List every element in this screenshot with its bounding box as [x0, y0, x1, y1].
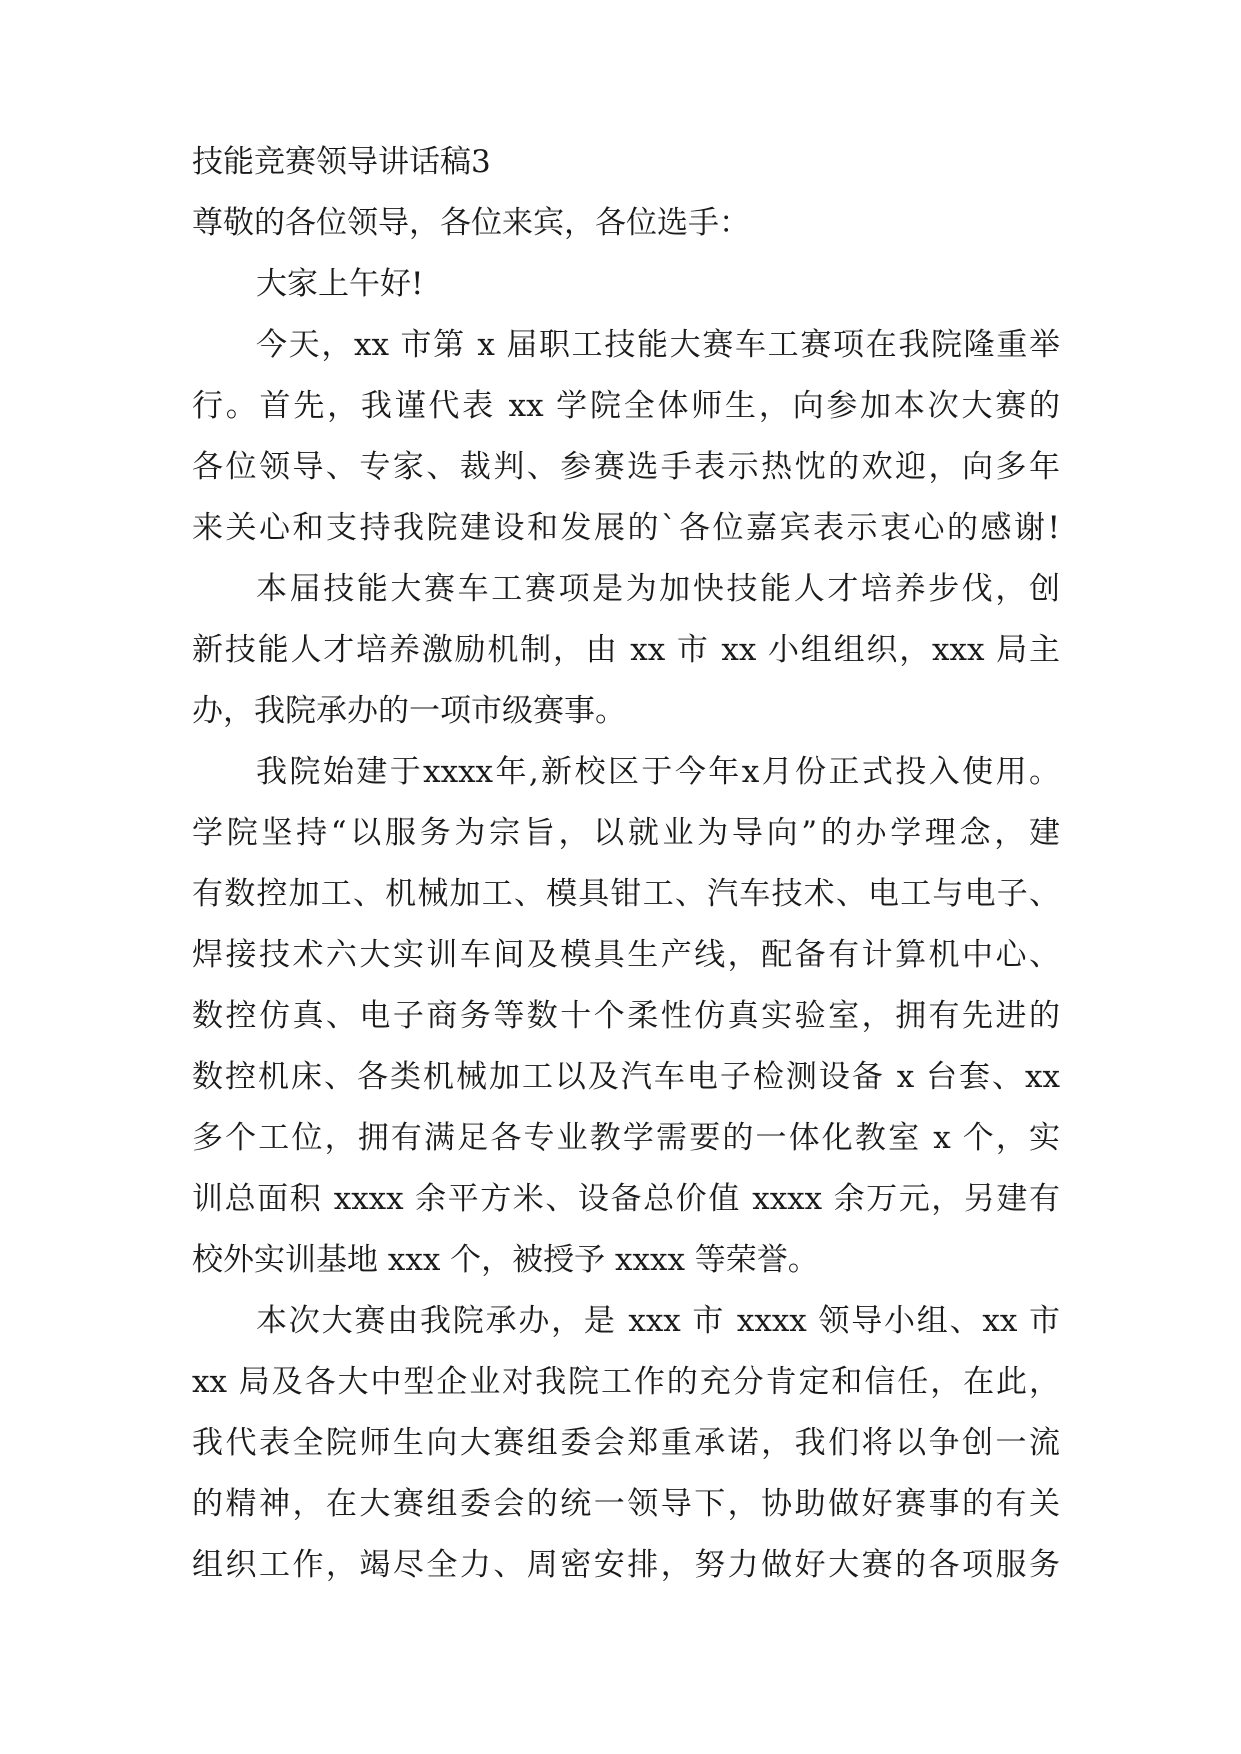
salutation-line: 尊敬的各位领导，各位来宾，各位选手： [192, 205, 750, 241]
paragraph-3-line-4: 焊接技术六大实训车间及模具生产线，配备有计算机中心、 [192, 937, 1060, 973]
paragraph-3-line-7: 多个工位，拥有满足各专业教学需要的一体化教室 x 个，实 [192, 1120, 1060, 1156]
greeting-line: 大家上午好! [256, 266, 424, 302]
paragraph-3-line-6: 数控机床、各类机械加工以及汽车电子检测设备 x 台套、xx [192, 1059, 1060, 1095]
paragraph-2-line-2: 新技能人才培养激励机制，由 xx 市 xx 小组组织，xxx 局主 [192, 632, 1060, 668]
paragraph-4-line-1: 本次大赛由我院承办，是 xxx 市 xxxx 领导小组、xx 市 [256, 1303, 1060, 1339]
paragraph-3-line-1: 我院始建于xxxx年,新校区于今年x月份正式投入使用。 [256, 754, 1060, 790]
paragraph-3-line-2: 学院坚持“以服务为宗旨，以就业为导向”的办学理念，建 [192, 815, 1060, 851]
paragraph-1-line-4: 来关心和支持我院建设和发展的`各位嘉宾表示衷心的感谢! [192, 510, 1060, 546]
paragraph-3-line-9: 校外实训基地 xxx 个，被授予 xxxx 等荣誉。 [192, 1242, 819, 1278]
paragraph-2-line-3: 办，我院承办的一项市级赛事。 [192, 693, 626, 729]
paragraph-4-line-3: 我代表全院师生向大赛组委会郑重承诺，我们将以争创一流 [192, 1425, 1060, 1461]
paragraph-4-line-4: 的精神，在大赛组委会的统一领导下，协助做好赛事的有关 [192, 1486, 1060, 1522]
paragraph-1-line-1: 今天，xx 市第 x 届职工技能大赛车工赛项在我院隆重举 [256, 327, 1060, 363]
paragraph-3-line-3: 有数控加工、机械加工、模具钳工、汽车技术、电工与电子、 [192, 876, 1060, 912]
paragraph-3-line-8: 训总面积 xxxx 余平方米、设备总价值 xxxx 余万元，另建有 [192, 1181, 1060, 1217]
document-title: 技能竞赛领导讲话稿3 [192, 144, 491, 180]
paragraph-2-line-1: 本届技能大赛车工赛项是为加快技能人才培养步伐，创 [256, 571, 1060, 607]
paragraph-4-line-2: xx 局及各大中型企业对我院工作的充分肯定和信任，在此， [192, 1364, 1060, 1400]
paragraph-3-line-5: 数控仿真、电子商务等数十个柔性仿真实验室，拥有先进的 [192, 998, 1060, 1034]
paragraph-1-line-2: 行。首先，我谨代表 xx 学院全体师生，向参加本次大赛的 [192, 388, 1060, 424]
paragraph-4-line-5: 组织工作，竭尽全力、周密安排，努力做好大赛的各项服务 [192, 1547, 1060, 1583]
paragraph-1-line-3: 各位领导、专家、裁判、参赛选手表示热忱的欢迎，向多年 [192, 449, 1060, 485]
document-body [192, 132, 1060, 1596]
